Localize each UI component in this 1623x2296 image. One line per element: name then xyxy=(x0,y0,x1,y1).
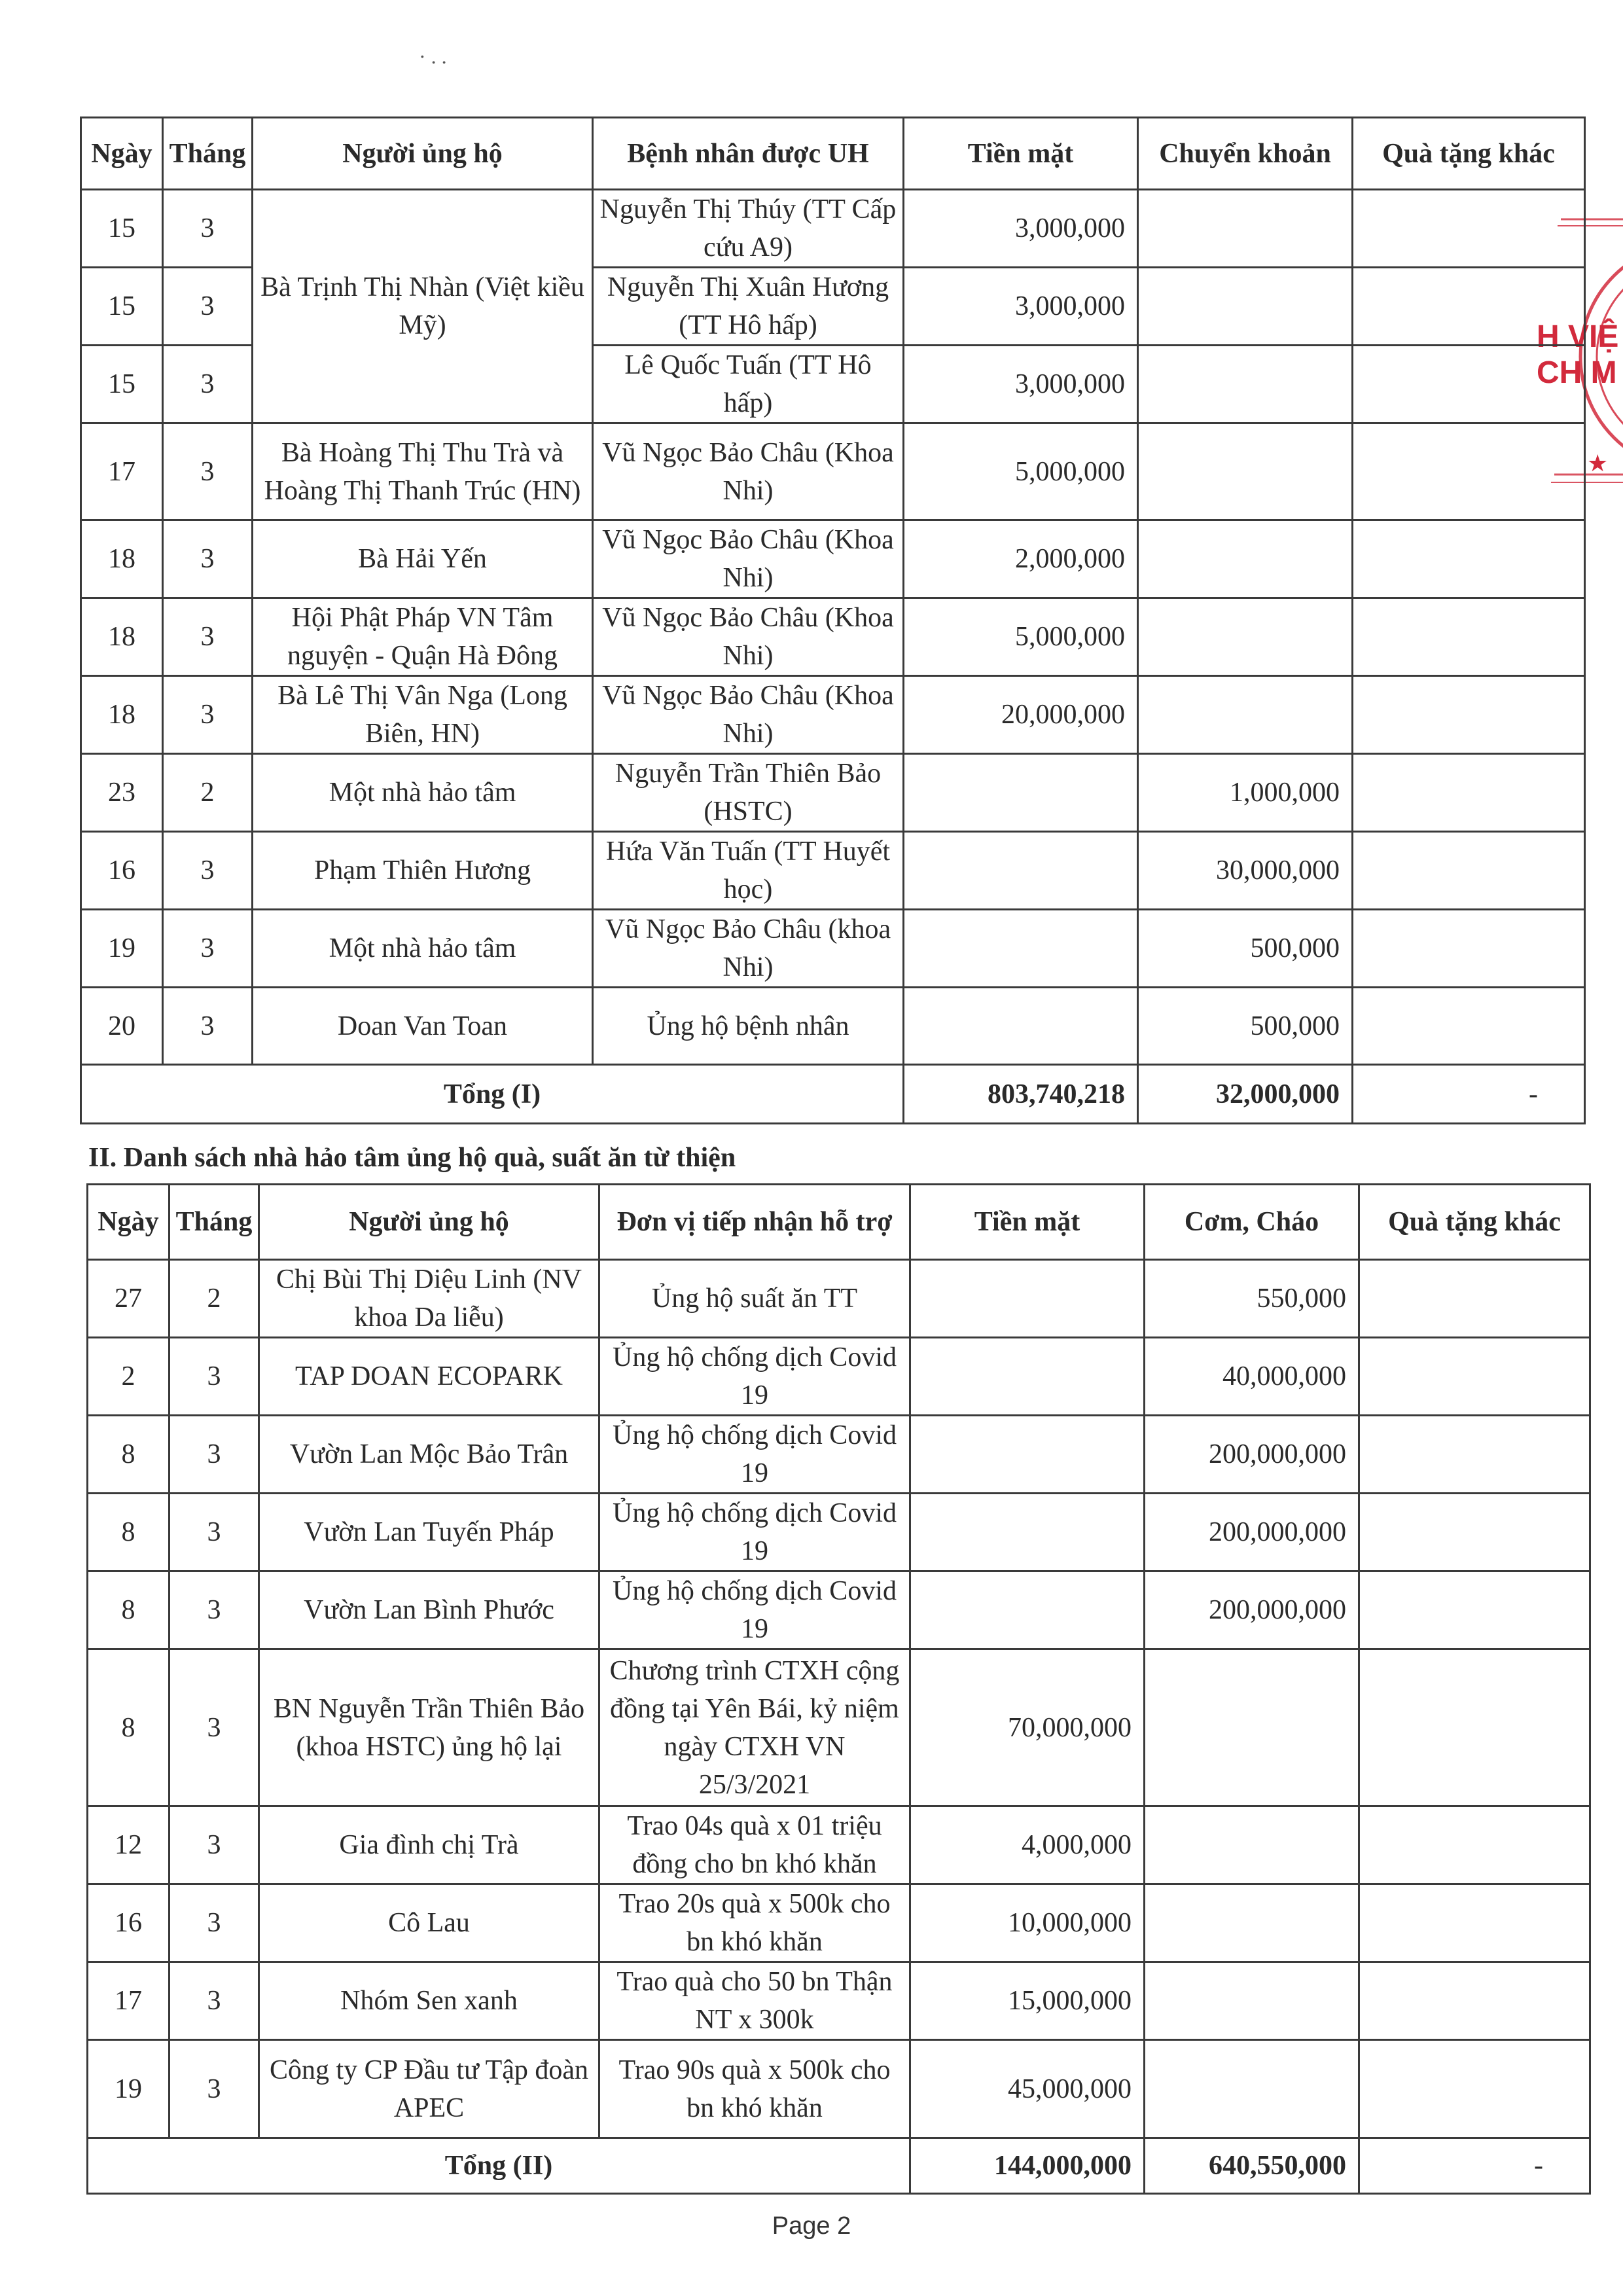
cell-ngay: 18 xyxy=(81,520,163,598)
table-row xyxy=(88,1571,1590,1649)
table-row xyxy=(81,190,1585,268)
cell-don-vi: Trao quà cho 50 bn Thận NT x 300k xyxy=(599,1962,910,2040)
cell-ngay: 19 xyxy=(81,910,163,988)
col-header-ngay: Ngày xyxy=(81,118,163,190)
cell-nguoi-ung-ho: Một nhà hảo tâm xyxy=(253,754,593,832)
cell-thang: 3 xyxy=(169,1494,259,1571)
cell-qua-tang xyxy=(1353,190,1585,268)
total-com-chao: 640,550,000 xyxy=(1145,2138,1359,2194)
cell-tien-mat: 15,000,000 xyxy=(910,1962,1145,2040)
total-tien-mat: 803,740,218 xyxy=(904,1065,1138,1124)
cell-tien-mat: 2,000,000 xyxy=(904,520,1138,598)
cell-nguoi-ung-ho xyxy=(253,190,593,268)
cell-thang: 3 xyxy=(169,1806,259,1884)
cell-benh-nhan: Nguyễn Trần Thiên Bảo (HSTC) xyxy=(593,754,904,832)
cell-nguoi-ung-ho: Hội Phật Pháp VN Tâm nguyện - Quận Hà Đông xyxy=(253,598,593,676)
cell-thang: 3 xyxy=(163,346,253,423)
cell-nguoi-ung-ho: BN Nguyễn Trần Thiên Bảo (khoa HSTC) ủng hộ lại xyxy=(259,1649,599,1806)
cell-tien-mat: 3,000,000 xyxy=(904,268,1138,346)
cell-benh-nhan: Nguyễn Thị Thúy (TT Cấp cứu A9) xyxy=(593,190,904,268)
total-qua-tang: - xyxy=(1359,2138,1590,2194)
cell-tien-mat: 3,000,000 xyxy=(904,190,1138,268)
cell-thang: 3 xyxy=(163,423,253,520)
cell-thang: 2 xyxy=(169,1260,259,1338)
cell-ngay: 15 xyxy=(81,190,163,268)
cell-thang: 3 xyxy=(163,520,253,598)
cell-thang: 3 xyxy=(163,268,253,346)
cell-qua-tang xyxy=(1353,520,1585,598)
cell-qua-tang xyxy=(1359,1962,1590,2040)
cell-tien-mat: 10,000,000 xyxy=(910,1884,1145,1962)
cell-thang: 3 xyxy=(169,2040,259,2138)
cell-com-chao: 200,000,000 xyxy=(1145,1494,1359,1571)
cell-don-vi: Trao 20s quà x 500k cho bn khó khăn xyxy=(599,1884,910,1962)
col-header-tien-mat: Tiền mặt xyxy=(904,118,1138,190)
cell-nguoi-ung-ho: Vườn Lan Mộc Bảo Trân xyxy=(259,1416,599,1494)
cell-chuyen-khoan xyxy=(1138,598,1353,676)
cell-com-chao xyxy=(1145,1884,1359,1962)
table-row xyxy=(81,598,1585,676)
cell-benh-nhan: Nguyễn Thị Xuân Hương (TT Hô hấp) xyxy=(593,268,904,346)
cell-nguoi-ung-ho: TAP DOAN ECOPARK xyxy=(259,1338,599,1416)
col-header-chuyen-khoan: Chuyển khoản xyxy=(1138,118,1353,190)
table1-total-row xyxy=(81,1065,1585,1124)
cell-ngay: 18 xyxy=(81,676,163,754)
cell-qua-tang xyxy=(1359,1494,1590,1571)
cell-don-vi: Ủng hộ chống dịch Covid 19 xyxy=(599,1338,910,1416)
total-label: Tổng (II) xyxy=(88,2138,910,2194)
cell-tien-mat: 5,000,000 xyxy=(904,423,1138,520)
cell-ngay: 16 xyxy=(88,1884,169,1962)
cell-ngay: 2 xyxy=(88,1338,169,1416)
cell-nguoi-ung-ho: Doan Van Toan xyxy=(253,988,593,1065)
table-row xyxy=(88,1494,1590,1571)
cell-chuyen-khoan xyxy=(1138,190,1353,268)
cell-thang: 3 xyxy=(169,1962,259,2040)
cell-chuyen-khoan xyxy=(1138,346,1353,423)
cell-ngay: 19 xyxy=(88,2040,169,2138)
cell-nguoi-ung-ho: Vườn Lan Tuyến Pháp xyxy=(259,1494,599,1571)
cell-don-vi: Trao 04s quà x 01 triệu đồng cho bn khó khăn xyxy=(599,1806,910,1884)
cell-thang: 3 xyxy=(169,1649,259,1806)
cell-ngay: 12 xyxy=(88,1806,169,1884)
cell-ngay: 8 xyxy=(88,1649,169,1806)
cell-thang: 2 xyxy=(163,754,253,832)
table-row xyxy=(81,910,1585,988)
table-row xyxy=(81,520,1585,598)
cell-com-chao: 550,000 xyxy=(1145,1260,1359,1338)
cell-nguoi-ung-ho: Công ty CP Đầu tư Tập đoàn APEC xyxy=(259,2040,599,2138)
cell-qua-tang xyxy=(1359,2040,1590,2138)
cell-nguoi-ung-ho: Một nhà hảo tâm xyxy=(253,910,593,988)
cell-tien-mat xyxy=(910,1571,1145,1649)
page-number: Page 2 xyxy=(772,2212,851,2240)
table-row xyxy=(88,2040,1590,2138)
cell-qua-tang xyxy=(1359,1884,1590,1962)
cell-tien-mat: 70,000,000 xyxy=(910,1649,1145,1806)
table-row xyxy=(81,423,1585,520)
cell-chuyen-khoan: 1,000,000 xyxy=(1138,754,1353,832)
cell-tien-mat xyxy=(910,1494,1145,1571)
cell-benh-nhan: Lê Quốc Tuấn (TT Hô hấp) xyxy=(593,346,904,423)
cell-chuyen-khoan xyxy=(1138,520,1353,598)
cell-thang: 3 xyxy=(169,1416,259,1494)
cell-tien-mat: 45,000,000 xyxy=(910,2040,1145,2138)
table-row xyxy=(88,1884,1590,1962)
cell-thang: 3 xyxy=(169,1571,259,1649)
cell-qua-tang xyxy=(1353,988,1585,1065)
cell-nguoi-ung-ho: Chị Bùi Thị Diệu Linh (NV khoa Da liễu) xyxy=(259,1260,599,1338)
cell-qua-tang xyxy=(1359,1806,1590,1884)
cell-thang: 3 xyxy=(169,1884,259,1962)
cell-tien-mat xyxy=(910,1260,1145,1338)
cell-qua-tang xyxy=(1353,910,1585,988)
table2-body xyxy=(88,1260,1590,2138)
cell-ngay: 27 xyxy=(88,1260,169,1338)
cell-tien-mat xyxy=(910,1416,1145,1494)
table-row xyxy=(88,1806,1590,1884)
section-2-title: II. Danh sách nhà hảo tâm ủng hộ quà, suất ăn từ thiện xyxy=(88,1143,736,1173)
cell-ngay: 17 xyxy=(88,1962,169,2040)
donations-patients-table xyxy=(80,117,1586,1124)
cell-com-chao xyxy=(1145,1962,1359,2040)
table-row xyxy=(88,1338,1590,1416)
cell-tien-mat: 4,000,000 xyxy=(910,1806,1145,1884)
table-row xyxy=(81,754,1585,832)
col-header-benh-nhan: Bệnh nhân được UH xyxy=(593,118,904,190)
cell-qua-tang xyxy=(1359,1571,1590,1649)
cell-thang: 3 xyxy=(163,832,253,910)
scan-marks: · . . xyxy=(419,45,447,68)
cell-ngay: 20 xyxy=(81,988,163,1065)
col-header-ngay: Ngày xyxy=(88,1185,169,1260)
col-header-nguoi-ung-ho: Người ủng hộ xyxy=(259,1185,599,1260)
table-row xyxy=(81,832,1585,910)
cell-don-vi: Ủng hộ suất ăn TT xyxy=(599,1260,910,1338)
cell-tien-mat: 3,000,000 xyxy=(904,346,1138,423)
cell-nguoi-ung-ho: Bà Lê Thị Vân Nga (Long Biên, HN) xyxy=(253,676,593,754)
cell-chuyen-khoan xyxy=(1138,423,1353,520)
cell-benh-nhan: Ủng hộ bệnh nhân xyxy=(593,988,904,1065)
table-row xyxy=(81,988,1585,1065)
cell-com-chao xyxy=(1145,2040,1359,2138)
col-header-com-chao: Cơm, Cháo xyxy=(1145,1185,1359,1260)
stamp-line1: H VIỆ xyxy=(1537,319,1619,354)
cell-qua-tang xyxy=(1359,1649,1590,1806)
cell-chuyen-khoan: 500,000 xyxy=(1138,910,1353,988)
cell-don-vi: Ủng hộ chống dịch Covid 19 xyxy=(599,1494,910,1571)
table1-header-row xyxy=(81,118,1585,190)
col-header-thang: Tháng xyxy=(169,1185,259,1260)
table1-body xyxy=(81,190,1585,1065)
cell-tien-mat xyxy=(904,754,1138,832)
table2-total-row xyxy=(88,2138,1590,2194)
cell-com-chao: 200,000,000 xyxy=(1145,1571,1359,1649)
table-row xyxy=(88,1962,1590,2040)
cell-nguoi-ung-ho: Bà Hoàng Thị Thu Trà và Hoàng Thị Thanh Trúc (HN) xyxy=(253,423,593,520)
cell-nguoi-ung-ho: Gia đình chị Trà xyxy=(259,1806,599,1884)
cell-nguoi-ung-ho: Phạm Thiên Hương xyxy=(253,832,593,910)
cell-benh-nhan: Vũ Ngọc Bảo Châu (khoa Nhi) xyxy=(593,910,904,988)
stamp-star: ★ xyxy=(1587,450,1609,476)
cell-nguoi-ung-ho: Nhóm Sen xanh xyxy=(259,1962,599,2040)
cell-don-vi: Chương trình CTXH cộng đồng tại Yên Bái, kỷ niệm ngày CTXH VN 25/3/2021 xyxy=(599,1649,910,1806)
cell-benh-nhan: Hứa Văn Tuấn (TT Huyết học) xyxy=(593,832,904,910)
cell-com-chao xyxy=(1145,1806,1359,1884)
cell-thang: 3 xyxy=(163,988,253,1065)
cell-thang: 3 xyxy=(163,910,253,988)
col-header-thang: Tháng xyxy=(163,118,253,190)
total-label: Tổng (I) xyxy=(81,1065,904,1124)
total-chuyen-khoan: 32,000,000 xyxy=(1138,1065,1353,1124)
cell-nguoi-ung-ho: Cô Lau xyxy=(259,1884,599,1962)
col-header-tien-mat: Tiền mặt xyxy=(910,1185,1145,1260)
cell-ngay: 15 xyxy=(81,268,163,346)
cell-com-chao: 40,000,000 xyxy=(1145,1338,1359,1416)
cell-benh-nhan: Vũ Ngọc Bảo Châu (Khoa Nhi) xyxy=(593,598,904,676)
cell-ngay: 17 xyxy=(81,423,163,520)
cell-tien-mat: 5,000,000 xyxy=(904,598,1138,676)
cell-benh-nhan: Vũ Ngọc Bảo Châu (Khoa Nhi) xyxy=(593,520,904,598)
cell-ngay: 23 xyxy=(81,754,163,832)
table-row xyxy=(88,1260,1590,1338)
cell-chuyen-khoan xyxy=(1138,268,1353,346)
cell-ngay: 8 xyxy=(88,1494,169,1571)
cell-nguoi-ung-ho: Bà Trịnh Thị Nhàn (Việt kiều Mỹ) xyxy=(253,268,593,346)
cell-don-vi: Trao 90s quà x 500k cho bn khó khăn xyxy=(599,2040,910,2138)
cell-tien-mat xyxy=(904,988,1138,1065)
col-header-qua-tang: Quà tặng khác xyxy=(1359,1185,1590,1260)
cell-tien-mat: 20,000,000 xyxy=(904,676,1138,754)
cell-ngay: 18 xyxy=(81,598,163,676)
table-row xyxy=(81,268,1585,346)
cell-qua-tang xyxy=(1353,676,1585,754)
cell-thang: 3 xyxy=(163,676,253,754)
table-row xyxy=(88,1649,1590,1806)
cell-qua-tang xyxy=(1353,423,1585,520)
cell-qua-tang xyxy=(1353,268,1585,346)
cell-ngay: 15 xyxy=(81,346,163,423)
table-row xyxy=(81,676,1585,754)
cell-benh-nhan: Vũ Ngọc Bảo Châu (Khoa Nhi) xyxy=(593,676,904,754)
cell-qua-tang xyxy=(1353,754,1585,832)
cell-ngay: 16 xyxy=(81,832,163,910)
col-header-qua-tang: Quà tặng khác xyxy=(1353,118,1585,190)
table2-header-row xyxy=(88,1185,1590,1260)
cell-com-chao xyxy=(1145,1649,1359,1806)
cell-thang: 3 xyxy=(163,598,253,676)
table-row xyxy=(88,1416,1590,1494)
cell-qua-tang xyxy=(1359,1338,1590,1416)
donations-gifts-table xyxy=(86,1183,1591,2195)
cell-thang: 3 xyxy=(163,190,253,268)
cell-chuyen-khoan: 500,000 xyxy=(1138,988,1353,1065)
cell-qua-tang xyxy=(1353,832,1585,910)
stamp-line2: CH M xyxy=(1537,355,1617,390)
cell-ngay: 8 xyxy=(88,1416,169,1494)
cell-tien-mat xyxy=(904,832,1138,910)
cell-qua-tang xyxy=(1359,1416,1590,1494)
cell-nguoi-ung-ho: Vườn Lan Bình Phước xyxy=(259,1571,599,1649)
col-header-don-vi: Đơn vị tiếp nhận hỗ trợ xyxy=(599,1185,910,1260)
cell-don-vi: Ủng hộ chống dịch Covid 19 xyxy=(599,1571,910,1649)
cell-nguoi-ung-ho: Bà Hải Yến xyxy=(253,520,593,598)
cell-tien-mat xyxy=(910,1338,1145,1416)
cell-ngay: 8 xyxy=(88,1571,169,1649)
table-row xyxy=(81,346,1585,423)
cell-tien-mat xyxy=(904,910,1138,988)
total-tien-mat: 144,000,000 xyxy=(910,2138,1145,2194)
cell-chuyen-khoan xyxy=(1138,676,1353,754)
cell-qua-tang xyxy=(1353,346,1585,423)
cell-chuyen-khoan: 30,000,000 xyxy=(1138,832,1353,910)
cell-don-vi: Ủng hộ chống dịch Covid 19 xyxy=(599,1416,910,1494)
cell-nguoi-ung-ho xyxy=(253,346,593,423)
cell-benh-nhan: Vũ Ngọc Bảo Châu (Khoa Nhi) xyxy=(593,423,904,520)
cell-qua-tang xyxy=(1359,1260,1590,1338)
total-qua-tang: - xyxy=(1353,1065,1585,1124)
cell-com-chao: 200,000,000 xyxy=(1145,1416,1359,1494)
cell-qua-tang xyxy=(1353,598,1585,676)
col-header-nguoi-ung-ho: Người ủng hộ xyxy=(253,118,593,190)
cell-thang: 3 xyxy=(169,1338,259,1416)
